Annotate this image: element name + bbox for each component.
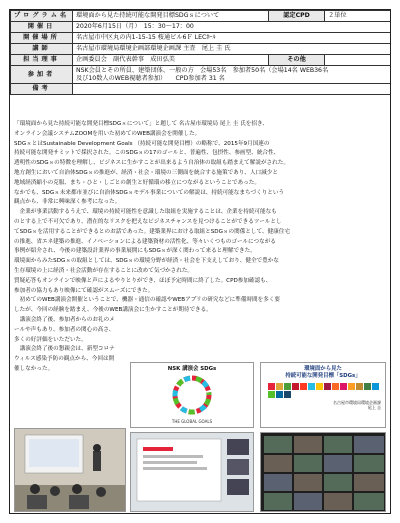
sdg-goal-icon <box>332 383 339 390</box>
sdg-goal-icon <box>308 383 315 390</box>
lecture-photo <box>14 428 126 512</box>
zoom-gallery-photo <box>260 432 386 512</box>
date-label: 開催日 <box>11 22 73 33</box>
sdg-icon-grid <box>261 380 385 400</box>
sdg-goal-icon <box>276 383 283 390</box>
photo-grid <box>130 362 386 512</box>
slide1-title: NSK 講演会 SDGs <box>167 366 217 372</box>
other-label: その他 <box>269 55 325 66</box>
sdg-goal-icon <box>268 391 275 398</box>
cpd-value: ２単位 <box>325 11 391 22</box>
body-line: 質疑応答もオンラインで映像と声によるやりとりができ、ほぼ予定時間に終了した。CPD参加確認も、 <box>14 277 272 284</box>
body-line: 持続可能な開発サミットで採択された。このSDGｓの17のゴールと、普遍性、包摂性、参画型、統合性、 <box>14 150 280 157</box>
sdg-goal-icon <box>316 383 323 390</box>
sdgs-wheel <box>131 375 253 419</box>
sdg-goal-icon <box>300 383 307 390</box>
narrow-line: 催しなかった。 <box>14 365 54 372</box>
notes-label: 備考 <box>11 84 73 95</box>
lecturer-value: 名古屋市環境局環境企画部環境企画課 主査 尾上 圭 氏 <box>73 44 391 55</box>
cpd-label: 認定CPD <box>269 11 325 22</box>
body-line: 生存環境の上に経済・社会活動が存在することに改めて気づかされた。 <box>14 267 194 274</box>
narrow-line: ールや声もあり、参加者の関心の高さ、 <box>14 326 115 333</box>
program-name: 環境面から見た持続可能な開発目標SDGｓについて <box>73 11 269 22</box>
venue-value: 名古屋市中区丸の内1-15-15 桜通ビル6Ｆ LECﾎｰﾙ <box>73 33 391 44</box>
narrow-line: 講演会終了後、参加者からのお礼のメ <box>14 316 115 323</box>
body-line: なかでも、SDGｓ未来都市並びに自治体SDGｓモデル事業についての解説は、持続可能なまちづくりという <box>14 189 285 196</box>
slide2-line1: 環境面から見た <box>304 366 342 372</box>
body-line: 参加者の協力もあり映像にて確認がスムーズにできた。 <box>14 287 154 294</box>
slide2-line2: 持続可能な開発目標「SDGs」 <box>285 373 361 379</box>
sdg-goal-icon <box>268 383 275 390</box>
lecture-room-illustration <box>15 429 126 512</box>
sdg-goal-icon <box>372 383 379 390</box>
meta-table <box>10 10 391 95</box>
sdg-goal-icon <box>284 391 291 398</box>
venue-label: 開催場所 <box>11 33 73 44</box>
sdg-goal-icon <box>364 383 371 390</box>
slide2-org: 名古屋市環境局環境企画課 <box>333 400 381 405</box>
sdg-goal-icon <box>348 383 355 390</box>
participants-line-2: 及び10数人のWEB視聴者参加） CPD参加者 31 名 <box>76 74 225 82</box>
body-line: 環境面からみたSDGｓの取組としては、SDGｓの環境分野が経済・社会を下支えしており、健全で豊かな <box>14 258 279 265</box>
body-line: 企業が事業活動するうえで、環境の持続可能性を意識した取組を実施することは、企業を持続可能なも <box>14 209 277 216</box>
narrow-line: 多くの好評価をいただいた。 <box>14 336 87 343</box>
sdg-goal-icon <box>284 383 291 390</box>
notes-value <box>73 84 391 95</box>
slide1-subtitle: THE GLOBAL GOALS <box>171 419 213 424</box>
organizer-label: 担当理事 <box>11 55 73 66</box>
program-label: プログラム名 <box>11 11 73 22</box>
zoom-gallery-illustration <box>261 433 386 512</box>
body-line: 初めてのWEB講演会開催ということで、機器・通信の確認やWEBアプリの研究などに準備時間を多く要 <box>14 297 281 304</box>
sdg-goal-icon <box>324 383 331 390</box>
body-line: したが、今回の経験を踏まえ、今後のWEB講演会に生かすことが期待できる。 <box>14 307 212 314</box>
sdgs-slide-1 <box>130 362 254 428</box>
lecturer-label: 講師 <box>11 44 73 55</box>
date-value: 2020年6月15日（月） 15：30～17：00 <box>73 22 391 33</box>
report-sheet <box>9 9 391 514</box>
sdg-goal-icon <box>292 383 299 390</box>
body-line: オンライン会議システムZOOMを用いた初めてのWEB講演会を開催した。 <box>14 130 201 137</box>
body-line: SDGｓとはSustainable Development Goals （持続可能な開発目標）の略称で、2015年9月国連の <box>14 140 270 147</box>
slide2-name: 尾上 圭 <box>367 405 381 410</box>
narrow-line: 講演会終了後の懇親会は、新型コロナ <box>14 346 115 353</box>
organizer-value: 企画委員会 副代表幹事 成田弘美 <box>73 55 269 66</box>
zoom-presentation-photo <box>130 432 254 512</box>
participants-label: 参加者 <box>11 66 73 84</box>
report-body <box>14 120 386 375</box>
zoom-share-illustration <box>131 433 254 512</box>
other-value <box>325 55 391 66</box>
body-line: のとする上で不可欠であり、潜在的なリスクを把えなビジネスチャンスを見つけることができるツールとし <box>14 218 282 225</box>
body-line: 地方創生において自治体SDGｓの推進が、経済・社会・環境の三側面を統合する施策であり、人口減少と <box>14 169 278 176</box>
sdg-goal-icon <box>356 383 363 390</box>
body-line: 地域経済縮小の克服、まち・ひと・しごとの創生と好循環の移立につながるということであった。 <box>14 179 260 186</box>
body-line: 「環境面から見た持続可能な開発目標SDGｓについて」と題して 名古屋市環境局 尾上 圭 氏を招き、 <box>14 121 268 127</box>
sdg-goal-icon <box>340 383 347 390</box>
sdgs-slide-2 <box>260 362 386 428</box>
participants-line-1: NSK会員とその所員、建築団体、一般の方 会場53名 参加者50名（会場14名 WEB36名 <box>76 66 329 74</box>
body-line: 観点から、非常に興味深く参考になった。 <box>14 199 121 206</box>
body-line: の推進、省エネ建築の推進、イノベーションによる建築資材の活性化、等々いくつものゴールにつながる <box>14 238 276 245</box>
body-line: 事例が紹介され、今後の建築設計業界の事業展開にもSDGｓが深く関わって来ると理解できた。 <box>14 248 256 255</box>
sdg-goal-icon <box>276 391 283 398</box>
narrow-line: ウィルス感染予防の観点から、今回は開 <box>14 356 115 363</box>
participants-value <box>73 66 391 84</box>
body-line: てSDGｓを活用することができるとのお話であった。建築業界における取組とSDGｓの関係として、健康住宅 <box>14 228 290 235</box>
body-line: 透明性のSDGｓの特徴を理解し、ビジネスに生かすことが出来るよう自治体の取組も踏まえて解説がされた。 <box>14 160 289 167</box>
sdgs-wheel-icon <box>172 375 212 415</box>
